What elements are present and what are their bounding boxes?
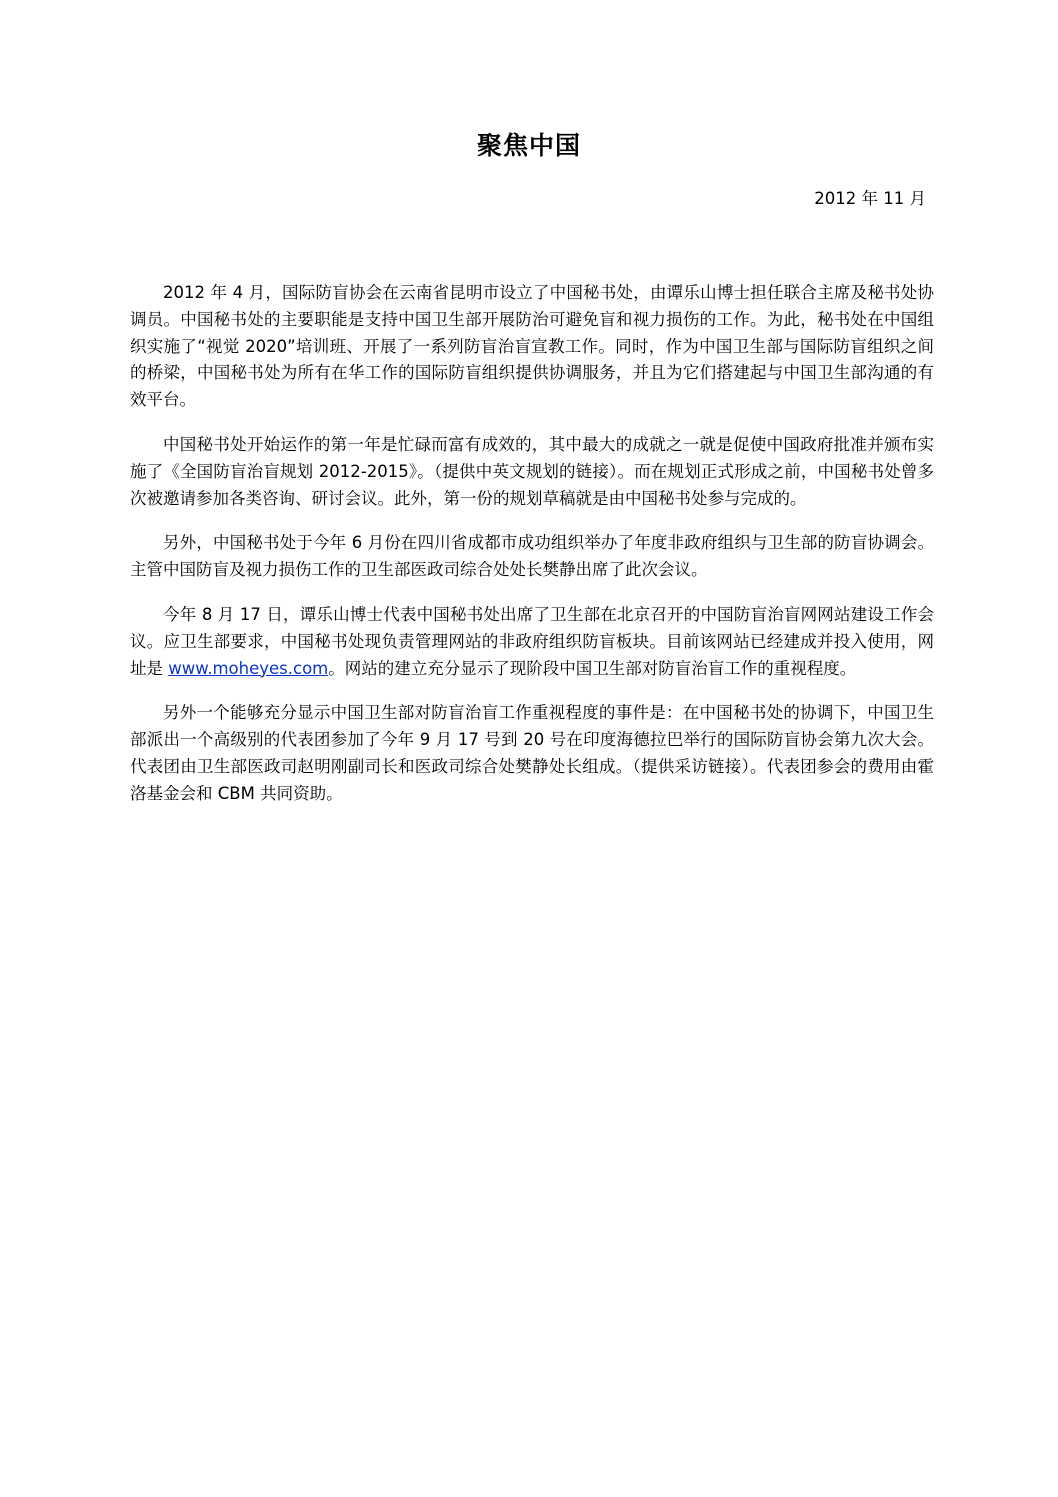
document-body <box>130 280 934 826</box>
paragraph-4-text-after: 。网站的建立充分显示了现阶段中国卫生部对防盲治盲工作的重视程度。 <box>328 658 857 678</box>
document-date: 2012 年 11 月 <box>814 189 926 208</box>
paragraph-1: 2012 年 4 月，国际防盲协会在云南省昆明市设立了中国秘书处，由谭乐山博士担任联合主席及秘书处协调员。中国秘书处的主要职能是支持中国卫生部开展防治可避免盲和视力损伤的工作。为此，秘书处在中国组织实施了“视觉 2020”培训班、开展了一系列防盲治盲宣教工作。同时，作为中国卫生部与国际防盲组织之间的桥梁，中国秘书处为所有在华工作的国际防盲组织提供协调服务，并且为它们搭建起与中国卫生部沟通的有效平台。 <box>130 283 934 410</box>
paragraph-4-text-before: 今年 8 月 17 日，谭乐山博士代表中国秘书处出席了卫生部在北京召开的中国防盲治盲网网站建设工作会议。应卫生部要求，中国秘书处现负责管理网站的非政府组织防盲板块。目前该网站已经建成并投入使用，网址是 <box>130 604 934 678</box>
paragraph-3: 另外，中国秘书处于今年 6 月份在四川省成都市成功组织举办了年度非政府组织与卫生部的防盲协调会。主管中国防盲及视力损伤工作的卫生部医政司综合处处长樊静出席了此次会议。 <box>130 533 934 580</box>
paragraph-4 <box>130 602 934 682</box>
paragraph-2: 中国秘书处开始运作的第一年是忙碌而富有成效的，其中最大的成就之一就是促使中国政府批准并颁布实施了《全国防盲治盲规划 2012-2015》。（提供中英文规划的链接）。而在规划正式形成之前，中国秘书处曾多次被邀请参加各类咨询、研讨会议。此外，第一份的规划草稿就是由中国秘书处参与完成的。 <box>130 434 934 508</box>
paragraph-5: 另外一个能够充分显示中国卫生部对防盲治盲工作重视程度的事件是：在中国秘书处的协调下，中国卫生部派出一个高级别的代表团参加了今年 9 月 17 号到 20 号在印度海德拉巴举行的国际防盲协会第九次大会。代表团由卫生部医政司赵明刚副司长和医政司综合处樊静处长组成。（提供采访链接）。代表团参会的费用由霍洛基金会和 CBM 共同资助。 <box>130 703 934 803</box>
page-title: 聚焦中国 <box>476 131 581 160</box>
website-link[interactable]: www.moheyes.com <box>168 658 329 678</box>
